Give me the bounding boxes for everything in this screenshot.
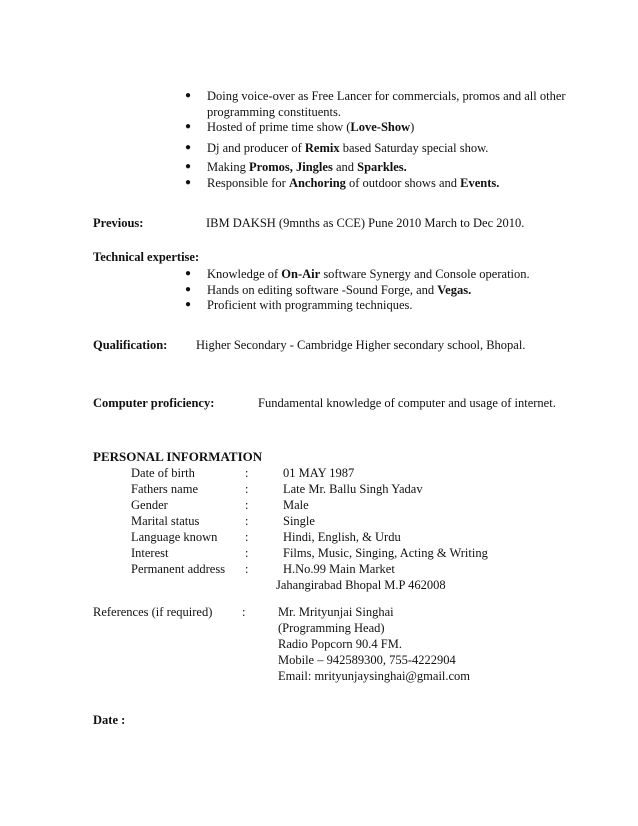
qualification-label: Qualification: <box>93 338 168 352</box>
bullet-icon: ● <box>185 161 192 172</box>
list-item-text: Hands on editing software -Sound Forge, and <box>207 283 438 297</box>
separator: : <box>245 530 249 544</box>
personal-info-label: Gender <box>131 498 168 512</box>
personal-info-label: Permanent address <box>131 562 226 576</box>
qualification-value: Higher Secondary - Cambridge Higher secondary school, Bhopal. <box>196 338 526 352</box>
list-item-text: Knowledge of <box>207 267 282 281</box>
reference-line: Mr. Mrityunjai Singhai <box>278 605 394 619</box>
reference-line: Mobile – 942589300, 755-4222904 <box>278 653 456 667</box>
personal-info-value: Hindi, English, & Urdu <box>283 530 401 544</box>
date-label: Date : <box>93 713 126 727</box>
previous-label: Previous: <box>93 216 144 230</box>
separator: : <box>242 605 246 619</box>
personal-info-label: Fathers name <box>131 482 198 496</box>
separator: : <box>245 546 249 560</box>
separator: : <box>245 514 249 528</box>
previous-value: IBM DAKSH (9mnths as CCE) Pune 2010 March to Dec 2010. <box>206 216 525 230</box>
list-item-text: Proficient with programming techniques. <box>207 298 413 312</box>
bullet-icon: ● <box>185 284 192 295</box>
list-item-text: Responsible for <box>207 176 289 190</box>
list-item-text: and <box>332 160 358 174</box>
list-item-bold: Anchoring <box>288 176 346 190</box>
bullet-icon: ● <box>185 177 192 188</box>
reference-line: (Programming Head) <box>278 621 385 635</box>
list-item-text: ) <box>410 120 415 134</box>
list-item-bold: Sparkles. <box>357 160 407 174</box>
reference-email: Email: mrityunjaysinghai@gmail.com <box>278 669 471 683</box>
bullet-icon: ● <box>185 142 192 153</box>
list-item-bold: Remix <box>304 141 340 155</box>
reference-line: Radio Popcorn 90.4 FM. <box>278 637 402 651</box>
list-item-text: Doing voice-over as Free Lancer for commercials, promos and all other programming constituents. <box>207 89 566 119</box>
separator: : <box>245 562 249 576</box>
list-item-text: of outdoor shows and <box>345 176 461 190</box>
technical-expertise-label: Technical expertise: <box>93 250 200 264</box>
separator: : <box>245 466 249 480</box>
separator: : <box>245 498 249 512</box>
personal-info-value: Late Mr. Ballu Singh Yadav <box>283 482 423 496</box>
personal-info-label: Date of birth <box>131 466 195 480</box>
personal-info-label: Language known <box>131 530 218 544</box>
list-item-text: Making <box>207 160 250 174</box>
bullet-icon: ● <box>185 299 192 310</box>
computer-proficiency-value: Fundamental knowledge of computer and usage of internet. <box>258 396 556 410</box>
list-item-bold: On-Air <box>281 267 321 281</box>
bullet-icon: ● <box>185 90 192 101</box>
personal-info-label: Marital status <box>131 514 200 528</box>
references-label: References (if required) <box>93 605 213 619</box>
personal-info-value: Male <box>283 498 309 512</box>
personal-info-label: Interest <box>131 546 169 560</box>
personal-info-value: Single <box>283 514 315 528</box>
personal-info-value: 01 MAY 1987 <box>283 466 355 480</box>
list-item-text: Hosted of prime time show ( <box>207 120 351 134</box>
personal-info-value: H.No.99 Main Market <box>283 562 395 576</box>
address-line-2: Jahangirabad Bhopal M.P 462008 <box>276 578 446 592</box>
bullet-icon: ● <box>185 121 192 132</box>
list-item-text: Dj and producer of <box>207 141 305 155</box>
list-item-bold: Promos, Jingles <box>249 160 333 174</box>
personal-info-value: Films, Music, Singing, Acting & Writing <box>283 546 488 560</box>
list-item-bold: Events. <box>460 176 500 190</box>
list-item-bold: Vegas. <box>437 283 472 297</box>
list-item-bold: Love-Show <box>350 120 411 134</box>
separator: : <box>245 482 249 496</box>
personal-info-heading: PERSONAL INFORMATION <box>93 449 263 464</box>
list-item-text: based Saturday special show. <box>339 141 489 155</box>
list-item-text: software Synergy and Console operation. <box>320 267 530 281</box>
computer-proficiency-label: Computer proficiency: <box>93 396 215 410</box>
bullet-icon: ● <box>185 268 192 279</box>
